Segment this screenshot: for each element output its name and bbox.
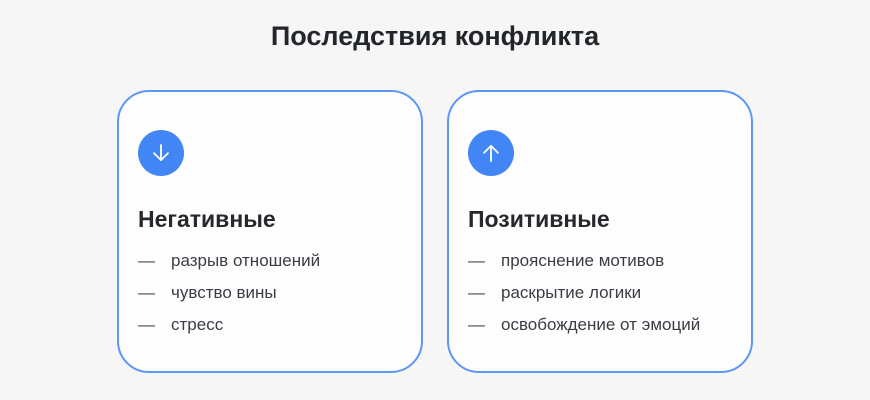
dash-marker: — [138, 315, 155, 334]
page-title: Последствия конфликта [270, 21, 600, 51]
card-list-negative [138, 250, 401, 335]
cards-row [0, 90, 870, 373]
card-heading-negative: Негативные [138, 206, 276, 232]
list-item-text: прояснение мотивов [501, 251, 665, 270]
list-item-text: разрыв отношений [171, 251, 321, 270]
list-item-text: чувство вины [171, 283, 277, 302]
list-item-text: освобождение от эмоций [501, 315, 701, 334]
list-item [138, 250, 401, 271]
dash-marker: — [138, 283, 155, 302]
card-list-positive [468, 250, 731, 335]
arrow-up-glyph [478, 140, 504, 166]
card-positive [447, 90, 753, 373]
list-item [138, 314, 401, 335]
arrow-up-circle-icon [468, 130, 514, 176]
dash-marker: — [138, 251, 155, 270]
dash-marker: — [468, 315, 485, 334]
card-heading-positive: Позитивные [468, 206, 610, 232]
arrow-down-circle-icon [138, 130, 184, 176]
list-item [138, 282, 401, 303]
list-item-text: стресс [171, 315, 224, 334]
dash-marker: — [468, 283, 485, 302]
arrow-down-glyph [148, 140, 174, 166]
list-item [468, 314, 731, 335]
list-item-text: раскрытие логики [501, 283, 642, 302]
list-item [468, 282, 731, 303]
card-negative [117, 90, 423, 373]
dash-marker: — [468, 251, 485, 270]
list-item [468, 250, 731, 271]
